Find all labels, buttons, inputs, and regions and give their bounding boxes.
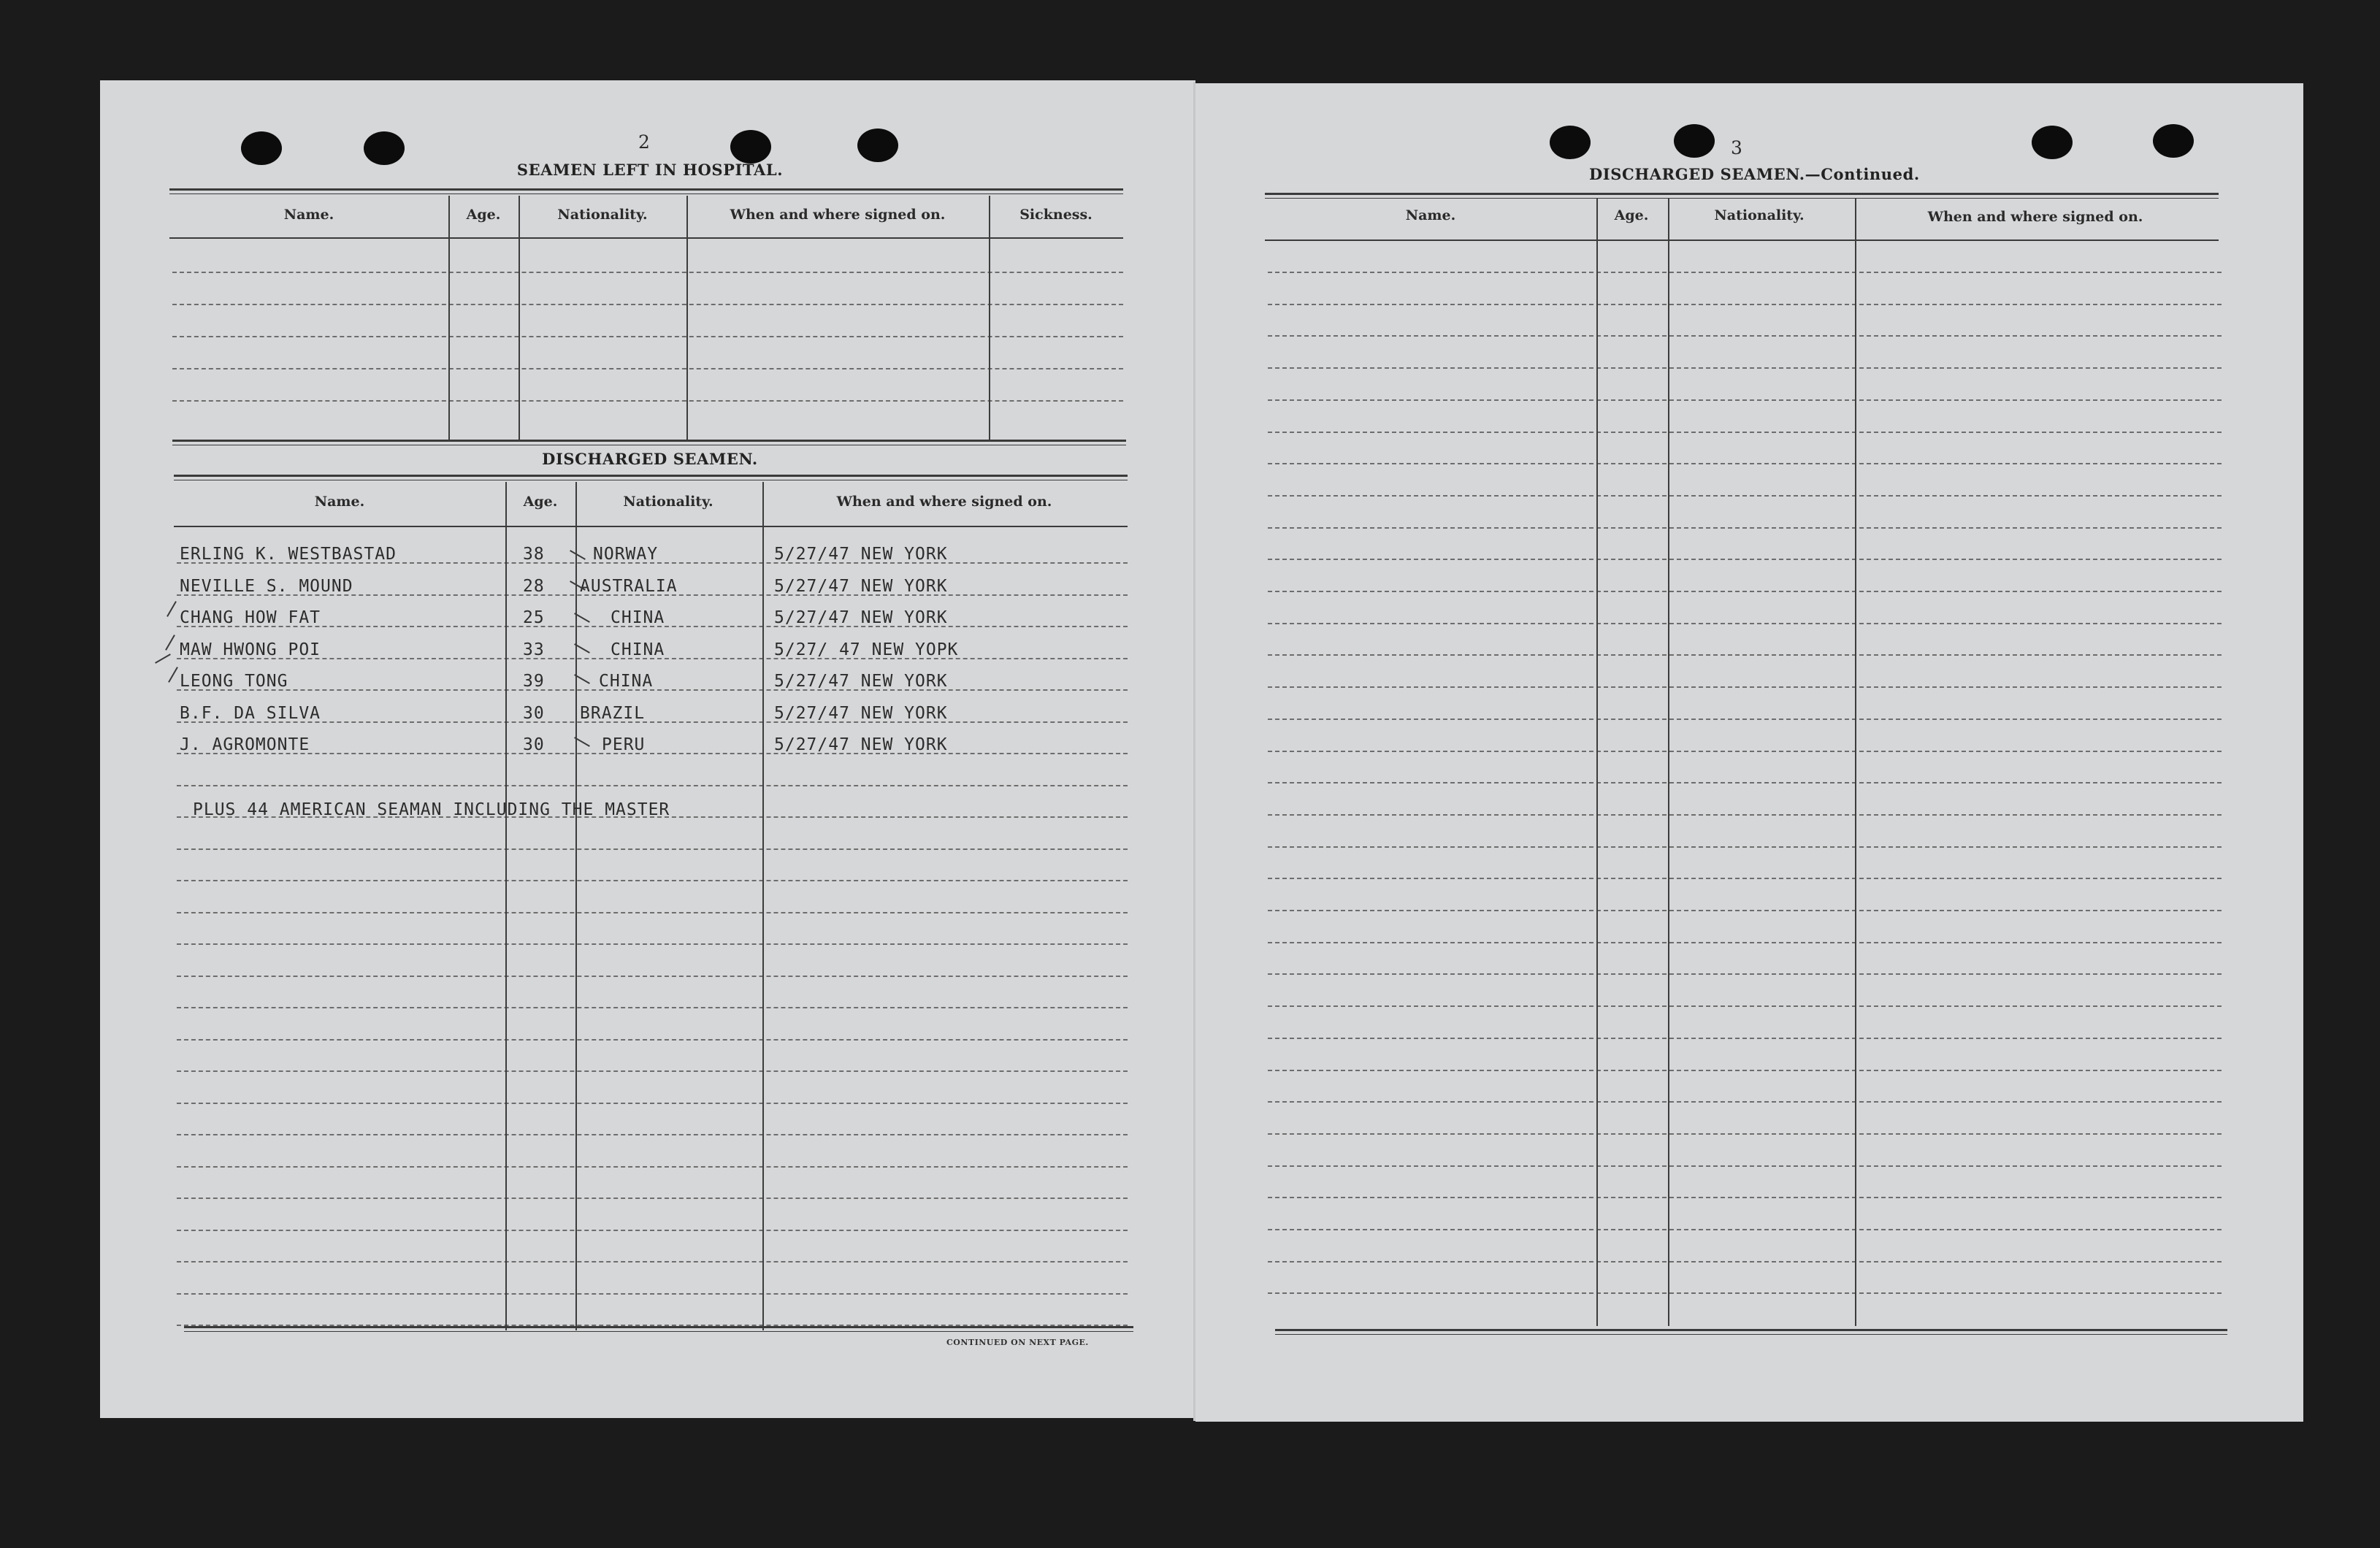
punch-hole (1674, 124, 1715, 158)
entry-nationality: AUSTRALIA (580, 576, 678, 596)
ruled-line (177, 1293, 1128, 1295)
right-header-rule (1265, 240, 2219, 241)
ruled-line (177, 753, 1128, 754)
right-col-nationality: Nationality. (1714, 207, 1805, 223)
entry-nationality: CHINA (611, 640, 665, 659)
page-number: 3 (1731, 137, 1742, 158)
right-divider (1855, 199, 1856, 1326)
ruled-line (177, 848, 1128, 850)
ruled-line (1268, 1229, 2222, 1230)
ruled-line (1268, 654, 2222, 656)
right-section-title: DISCHARGED SEAMEN.—Continued. (1589, 165, 1920, 183)
hospital-divider (989, 196, 990, 441)
ruled-line (172, 400, 1123, 402)
ruled-line (1268, 1261, 2222, 1262)
entry-name: MAW HWONG POI (180, 640, 321, 659)
right-col-age: Age. (1614, 207, 1649, 223)
ruled-line (1268, 272, 2222, 273)
hospital-section-title: SEAMEN LEFT IN HOSPITAL. (516, 161, 784, 179)
ruled-line (1268, 1197, 2222, 1198)
ruled-line (1268, 751, 2222, 752)
ruled-line (1268, 1005, 2222, 1007)
ruled-line (1268, 623, 2222, 624)
discharged-col-name: Name. (314, 494, 365, 510)
hospital-header-rule (169, 237, 1123, 239)
ruled-line (1268, 686, 2222, 688)
entry-age: 25 (523, 608, 545, 627)
ruled-line (172, 272, 1123, 273)
punch-hole (2153, 124, 2194, 158)
ruled-line (177, 1198, 1128, 1199)
ruled-line (177, 785, 1128, 786)
ruled-line (1268, 878, 2222, 879)
discharged-col-age: Age. (523, 494, 558, 510)
ruled-line (1268, 495, 2222, 497)
ruled-line (1268, 910, 2222, 911)
entry-name: B.F. DA SILVA (180, 703, 321, 723)
ruled-line (1268, 1038, 2222, 1039)
page-number: 2 (638, 131, 650, 153)
entry-name: ERLING K. WESTBASTAD (180, 545, 397, 564)
ruled-line (1268, 1070, 2222, 1071)
hospital-col-nationality: Nationality. (557, 207, 648, 223)
ruled-line (177, 1070, 1128, 1072)
ruled-line (1268, 399, 2222, 401)
punch-hole (1550, 126, 1591, 159)
entry-signed-on: 5/27/47 NEW YORK (774, 545, 948, 564)
ruled-line (177, 1039, 1128, 1041)
hospital-bottom-rule (172, 440, 1126, 445)
entry-nationality: CHINA (599, 672, 654, 691)
discharged-divider (505, 482, 507, 1330)
entry-age: 30 (523, 735, 545, 754)
ruled-line (177, 1230, 1128, 1231)
entry-signed-on: 5/27/47 NEW YORK (774, 672, 948, 691)
ruled-line (1268, 304, 2222, 305)
ruled-line (1268, 367, 2222, 369)
ruled-line (172, 336, 1123, 337)
discharged-section-title: DISCHARGED SEAMEN. (542, 450, 758, 468)
ruled-line (1268, 432, 2222, 433)
ruled-line (1268, 335, 2222, 337)
ruled-line (1268, 1165, 2222, 1167)
ruled-line (177, 912, 1128, 913)
ruled-line (177, 1103, 1128, 1104)
ruled-line (1268, 559, 2222, 560)
right-col-name: Name. (1405, 207, 1456, 223)
discharged-divider (575, 482, 577, 1330)
hospital-col-name: Name. (283, 207, 334, 223)
entry-age: 33 (523, 640, 545, 659)
ruled-line (177, 1007, 1128, 1008)
right-top-rule (1265, 193, 2219, 199)
punch-hole (730, 130, 771, 164)
entry-age: 28 (523, 576, 545, 596)
punch-hole (364, 131, 405, 165)
entry-signed-on: 5/27/ 47 NEW YOPK (774, 640, 959, 659)
right-divider (1596, 199, 1598, 1326)
entry-signed-on: 5/27/47 NEW YORK (774, 735, 948, 754)
entry-name: CHANG HOW FAT (180, 608, 321, 627)
ruled-line (1268, 846, 2222, 848)
entry-signed-on: 5/27/47 NEW YORK (774, 576, 948, 596)
hospital-col-sickness: Sickness. (1019, 207, 1093, 223)
ruled-line (177, 1261, 1128, 1262)
ruled-line (1268, 973, 2222, 975)
right-page (1195, 83, 2303, 1422)
entry-age: 38 (523, 545, 545, 564)
ruled-line (1268, 1101, 2222, 1103)
discharged-divider (762, 482, 764, 1330)
discharged-header-rule (174, 526, 1128, 527)
ruled-line (177, 880, 1128, 881)
ruled-line (1268, 942, 2222, 943)
discharged-note: PLUS 44 AMERICAN SEAMAN INCLUDING THE MASTER (193, 800, 670, 819)
entry-nationality: CHINA (611, 608, 665, 627)
ruled-line (1268, 782, 2222, 783)
ruled-line (177, 976, 1128, 977)
hospital-divider (448, 196, 450, 441)
entry-nationality: NORWAY (593, 545, 659, 564)
discharged-col-nationality: Nationality. (623, 494, 713, 510)
continued-footer: CONTINUED ON NEXT PAGE. (946, 1338, 1089, 1347)
discharged-bottom-rule (184, 1326, 1133, 1332)
punch-hole (241, 131, 282, 165)
entry-name: LEONG TONG (180, 672, 288, 691)
hospital-col-age: Age. (466, 207, 501, 223)
entry-nationality: PERU (602, 735, 646, 754)
right-bottom-rule (1275, 1329, 2227, 1335)
ruled-line (1268, 1133, 2222, 1135)
ruled-line (1268, 591, 2222, 592)
entry-nationality: BRAZIL (580, 703, 646, 723)
ruled-line (172, 368, 1123, 369)
hospital-col-signed-on: When and where signed on. (730, 207, 946, 223)
ruled-line (1268, 1292, 2222, 1294)
hospital-divider (519, 196, 520, 441)
entry-signed-on: 5/27/47 NEW YORK (774, 703, 948, 723)
discharged-top-rule (174, 475, 1128, 480)
ruled-line (172, 304, 1123, 305)
right-divider (1668, 199, 1669, 1326)
punch-hole (2032, 126, 2073, 159)
punch-hole (857, 129, 898, 162)
right-col-signed-on: When and where signed on. (1927, 209, 2143, 225)
entry-age: 39 (523, 672, 545, 691)
ruled-line (177, 943, 1128, 945)
entry-name: NEVILLE S. MOUND (180, 576, 353, 596)
ruled-line (1268, 527, 2222, 529)
page-fold (1193, 82, 1195, 1421)
ruled-line (177, 1134, 1128, 1135)
entry-signed-on: 5/27/47 NEW YORK (774, 608, 948, 627)
discharged-col-signed-on: When and where signed on. (836, 494, 1052, 510)
ruled-line (177, 1166, 1128, 1168)
entry-name: J. AGROMONTE (180, 735, 310, 754)
ruled-line (1268, 719, 2222, 720)
hospital-top-rule (169, 188, 1123, 194)
entry-age: 30 (523, 703, 545, 723)
ruled-line (1268, 814, 2222, 816)
hospital-divider (686, 196, 688, 441)
ruled-line (1268, 463, 2222, 464)
